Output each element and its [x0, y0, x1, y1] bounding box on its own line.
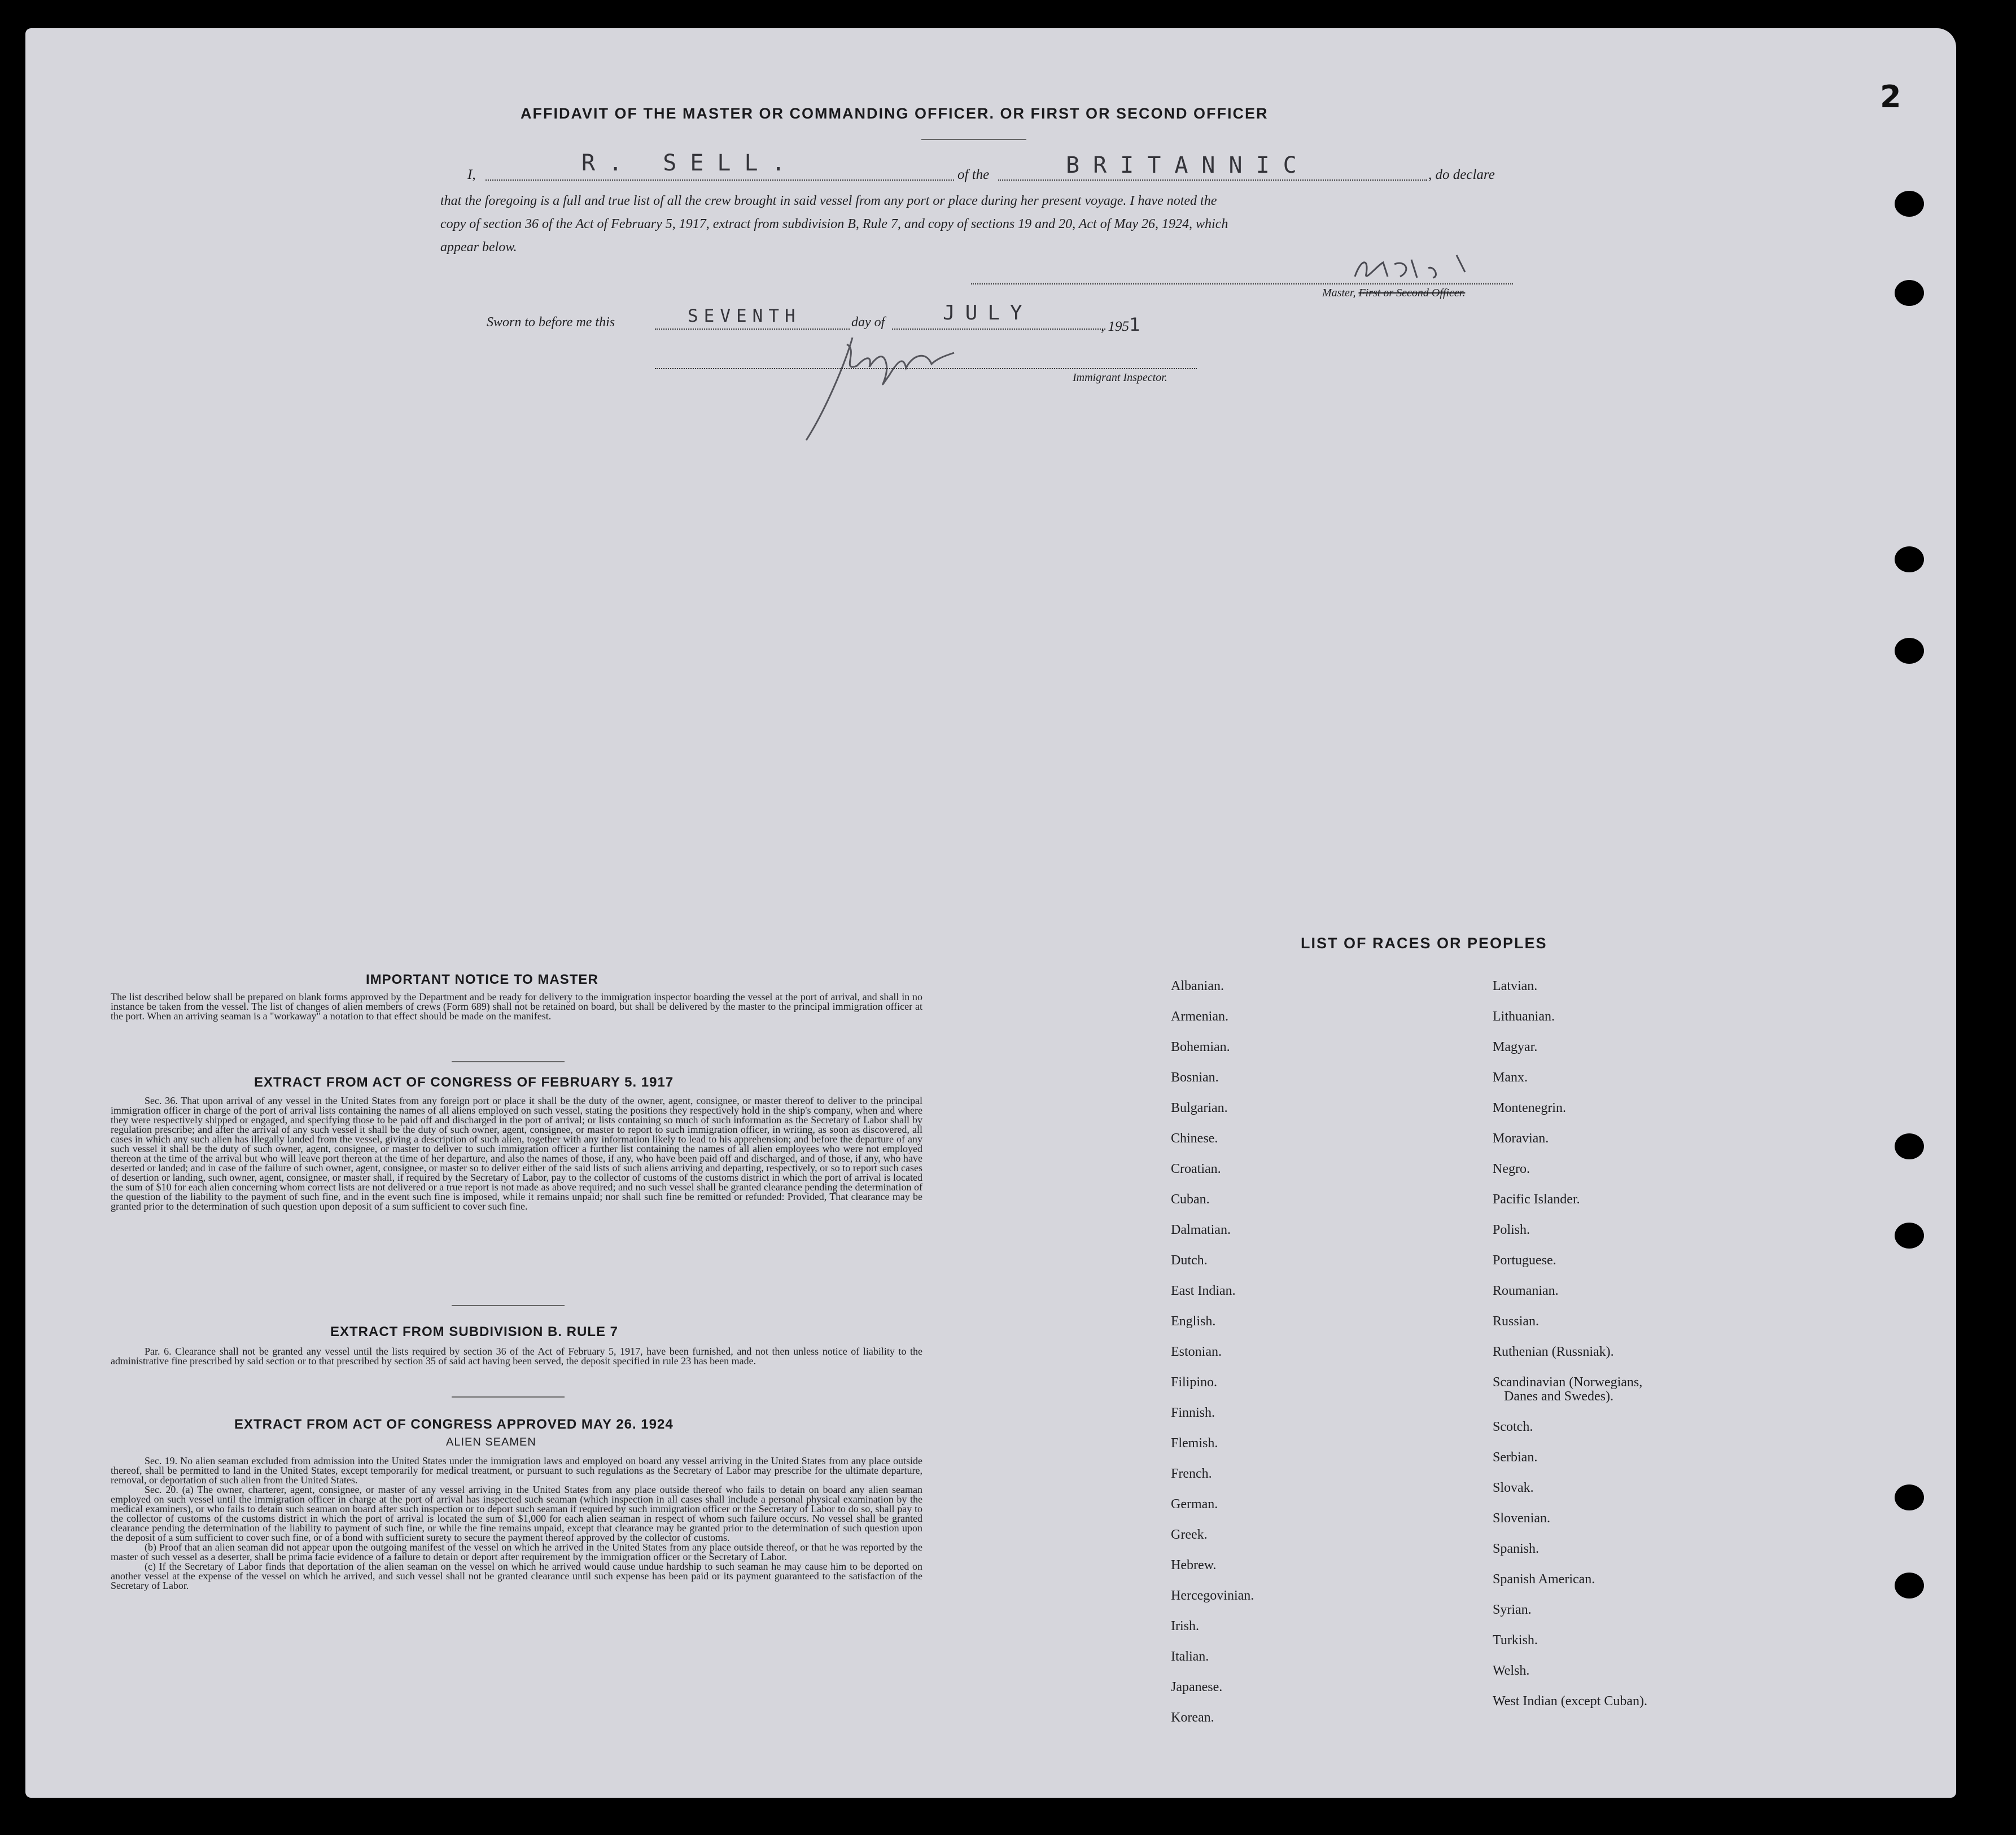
- race-item: Magyar.: [1493, 1040, 1538, 1054]
- title-rule: [921, 139, 1026, 140]
- extract-1924-paragraph: Sec. 20. (a) The owner, charterer, agent, consignee, or master of any vessel arriving in the United States from any place outside thereof who fails to detain on board any alien seaman employed on such vessel until the immigration officer in charge at the port of arrival has inspected such seaman (which inspection in all cases shall include a personal physical examination by the medical examiners), or who fails to detain such seaman on board after such inspection or to deport such seaman if required by such immigration officer or the Secretary of Labor to do so, shall pay to the collector of customs of the customs district in which the port of arrival is located the sum of $1,000 for each alien seaman in respect of whom such failure occurs. No vessel shall be granted clearance pending the determination of the liability to payment of such fine, or while the fine remains unpaid, except that clearance may be granted prior to the determination of such question upon the deposit of a sum sufficient to cover such fine, or of a bond with sufficient surety to secure the payment thereof approved by the collector of customs.: [111, 1484, 922, 1543]
- race-item: Pacific Islander.: [1493, 1192, 1580, 1207]
- punch-hole: [1895, 1573, 1924, 1598]
- extract-rule7-title: EXTRACT FROM SUBDIVISION B. RULE 7: [330, 1324, 619, 1339]
- race-item: Cuban.: [1171, 1192, 1210, 1207]
- race-item: Spanish American.: [1493, 1572, 1595, 1587]
- master-name-handwritten: R. SELL.: [581, 150, 799, 176]
- struck-officer-label: First or Second Officer.: [1358, 287, 1466, 299]
- race-item: Spanish.: [1493, 1541, 1540, 1556]
- sworn-day-line: [655, 329, 850, 330]
- sworn-month-line: [892, 329, 1105, 330]
- extract-1924-paragraph: Sec. 19. No alien seaman excluded from admission into the United States under the immigration laws and employed on board any vessel arriving in the United States from any place outside thereof, shall be permitted to land in the United States, except temporarily for medical treatment, or pursuant to such regulations as the Secretary of Labor may prescribe for the ultimate departure, removal, or deportation of such alien from the United States.: [111, 1455, 922, 1486]
- page-number-mark: 2: [1880, 79, 1901, 115]
- inspector-signature-line: [655, 368, 1197, 369]
- extract-rule7-text: Par. 6. Clearance shall not be granted any vessel until the lists required by section 36 of the Act of February 5, 1917, have been furnished, and not then unless notice of liability to the administrative fine prescribed by said section or to that prescribed by section 35 of said act having been served, the deposit specified in rule 23 has been made.: [111, 1346, 922, 1367]
- master-title-block: [1322, 287, 1465, 300]
- vessel-line: [998, 179, 1427, 181]
- race-item: West Indian (except Cuban).: [1493, 1694, 1647, 1709]
- sworn-month-handwritten: JULY: [943, 301, 1033, 325]
- race-item: Albanian.: [1171, 979, 1224, 993]
- race-item: Portuguese.: [1493, 1253, 1556, 1268]
- notice-text: The list described below shall be prepared on blank forms approved by the Department and be ready for delivery to the immigration inspector boarding the vessel at the port of arrival, and shall in no instance be taken from the vessel. The list of changes of alien members of crews (Form 689) shall not be retained on board, but shall be delivered by the master to the principal immigration officer at the port. When an arriving seaman is a "workaway" a notation to that effect should be made on the manifest.: [111, 991, 922, 1022]
- race-item: Armenian.: [1171, 1009, 1228, 1024]
- extract-1924-body: [111, 1456, 922, 1591]
- race-item: Filipino.: [1171, 1375, 1218, 1390]
- race-item: Manx.: [1493, 1070, 1528, 1085]
- sworn-label: Sworn to before me this: [487, 315, 615, 330]
- race-item: Welsh.: [1493, 1663, 1530, 1678]
- race-item: Bulgarian.: [1171, 1101, 1228, 1115]
- of-the-label: of the: [957, 167, 990, 182]
- race-item: Syrian.: [1493, 1602, 1532, 1617]
- year-block: [1101, 314, 1140, 335]
- race-item: Irish.: [1171, 1619, 1199, 1633]
- i-label: I,: [467, 167, 476, 182]
- race-item: Lithuanian.: [1493, 1009, 1555, 1024]
- extract-1917-text: Sec. 36. That upon arrival of any vessel in the United States from any foreign port or place it shall be the duty of the owner, agent, consignee, or master thereof to deliver to the principal immigration officer in charge of the port of arrival lists containing the names of all aliens employed on such vessel, stating the positions they respectively hold in the ship's company, when and where they were respectively shipped or engaged, and specifying those to be paid off and discharged in the port of arrival; or lists containing so much of such information as the Secretary of Labor shall by regulation prescribe; and after the arrival of any such vessel it shall be the duty of such owner, agent, consignee, or master to report to such immigration officer, in writing, as soon as discovered, all cases in which any such alien has illegally landed from the vessel, giving a description of such alien, together with any information likely to lead to his apprehension; and before the departure of any such vessel it shall be the duty of such owner, agent, consignee, or master to deliver to such immigration officer a further list containing the names of all alien employees who were not employed thereon at the time of the arrival but who will leave port thereon at the time of her departure, and also the names of those, if any, who have been paid off and discharged, and of those, if any, who have deserted or landed; and in case of the failure of such owner, agent, consignee, or master so to deliver either of the said lists of such aliens arriving and departing, respectively, or so to report such cases of desertion or landing, such owner, agent, consignee, or master shall, if required by the Secretary of Labor, pay to the collector of customs of the customs district in which the port of arrival is located the sum of $10 for each alien concerning whom correct lists are not delivered or a true report is not made as above required; and no such vessel shall be granted clearance pending the determination of the question of the liability to the payment of such fine, and in the event such fine is imposed, while it remains unpaid; nor shall such fine be remitted or refunded: Provided, That clearance may be granted prior to the determination of such question upon deposit of a sum sufficient to cover such fine.: [111, 1095, 922, 1212]
- affidavit-body-line: copy of section 36 of the Act of February 5, 1917, extract from subdivision B, Rule 7, and copy of sections 19 and 20, Act of May 26, 1924, which: [440, 217, 1228, 231]
- section-rule: [452, 1396, 565, 1398]
- race-item: Scandinavian (Norwegians,: [1493, 1375, 1643, 1390]
- punch-hole: [1895, 280, 1924, 306]
- notice-title: IMPORTANT NOTICE TO MASTER: [366, 972, 598, 987]
- vessel-name-handwritten: BRITANNIC: [1066, 152, 1310, 178]
- race-item: Korean.: [1171, 1710, 1214, 1725]
- race-item: Slovenian.: [1493, 1511, 1550, 1526]
- race-item: Scotch.: [1493, 1420, 1533, 1434]
- race-item: Italian.: [1171, 1649, 1209, 1664]
- race-item: Estonian.: [1171, 1345, 1222, 1359]
- race-item: Moravian.: [1493, 1131, 1549, 1146]
- race-item: Montenegrin.: [1493, 1101, 1566, 1115]
- punch-hole: [1895, 191, 1924, 217]
- race-item: English.: [1171, 1314, 1216, 1329]
- race-item: East Indian.: [1171, 1284, 1236, 1298]
- extract-1924-paragraph: (b) Proof that an alien seaman did not appear upon the outgoing manifest of the vessel on which he arrived in the United States from any place outside thereof, or that he was reported by the master of such vessel as a deserter, shall be prima facie evidence of a failure to detain or deport after requirement by the immigration officer or the Secretary of Labor.: [111, 1541, 922, 1562]
- race-item: French.: [1171, 1466, 1212, 1481]
- master-signature: [1344, 248, 1490, 288]
- race-item: Latvian.: [1493, 979, 1538, 993]
- race-item: Chinese.: [1171, 1131, 1218, 1146]
- race-item: Bosnian.: [1171, 1070, 1219, 1085]
- extract-1924-title: EXTRACT FROM ACT OF CONGRESS APPROVED MAY 26. 1924: [234, 1417, 674, 1432]
- punch-hole: [1895, 1484, 1924, 1510]
- affidavit-body-line: that the foregoing is a full and true list of all the crew brought in said vessel from any port or place during her present voyage. I have noted the: [440, 194, 1217, 208]
- affidavit-body-line: appear below.: [440, 240, 517, 255]
- sworn-day-handwritten: SEVENTH: [688, 306, 801, 326]
- section-rule: [452, 1061, 565, 1062]
- race-item: Polish.: [1493, 1223, 1530, 1237]
- race-item: Slovak.: [1493, 1481, 1534, 1495]
- extract-1924-paragraph: (c) If the Secretary of Labor finds that deportation of the alien seaman on the vessel on which he arrived would cause undue hardship to such seaman he may cause him to be deported on another vessel at the expense of the vessel on which he arrived, and such vessel shall not be granted clearance until such expense has been paid or its payment guaranteed to the satisfaction of the Secretary of Labor.: [111, 1561, 922, 1591]
- race-item: Hercegovinian.: [1171, 1588, 1254, 1603]
- race-item: Flemish.: [1171, 1436, 1218, 1451]
- race-item: Greek.: [1171, 1527, 1208, 1542]
- declare-label: , do declare: [1428, 167, 1495, 182]
- races-title: LIST OF RACES OR PEOPLES: [1301, 935, 1547, 952]
- race-item: Japanese.: [1171, 1680, 1223, 1694]
- punch-hole: [1895, 638, 1924, 664]
- race-item: Finnish.: [1171, 1405, 1215, 1420]
- race-item: Croatian.: [1171, 1162, 1221, 1176]
- inspector-signature: [790, 333, 1005, 446]
- race-item: Serbian.: [1493, 1450, 1538, 1465]
- inspector-label: Immigrant Inspector.: [1073, 371, 1167, 384]
- race-item: Ruthenian (Russniak).: [1493, 1345, 1614, 1359]
- race-item: Russian.: [1493, 1314, 1540, 1329]
- punch-hole: [1895, 1133, 1924, 1159]
- race-item: Danes and Swedes).: [1504, 1389, 1613, 1404]
- extract-1924-subtitle: ALIEN SEAMEN: [446, 1436, 536, 1448]
- name-line: [486, 179, 954, 181]
- race-item: Turkish.: [1493, 1633, 1538, 1648]
- punch-hole: [1895, 546, 1924, 572]
- race-item: Dutch.: [1171, 1253, 1208, 1268]
- extract-1917-title: EXTRACT FROM ACT OF CONGRESS OF FEBRUARY 5. 1917: [254, 1075, 674, 1090]
- year-digit-handwritten: 1: [1129, 314, 1140, 335]
- day-of-label: day of: [851, 315, 885, 330]
- affidavit-title: AFFIDAVIT OF THE MASTER OR COMMANDING OFFICER. OR FIRST OR SECOND OFFICER: [521, 105, 1269, 122]
- master-label: Master,: [1322, 287, 1356, 299]
- year-prefix: , 195: [1101, 319, 1129, 334]
- race-item: Bohemian.: [1171, 1040, 1230, 1054]
- race-item: Hebrew.: [1171, 1558, 1217, 1573]
- section-rule: [452, 1305, 565, 1306]
- punch-hole: [1895, 1223, 1924, 1249]
- race-item: Negro.: [1493, 1162, 1530, 1176]
- race-item: Roumanian.: [1493, 1284, 1559, 1298]
- race-item: Dalmatian.: [1171, 1223, 1231, 1237]
- race-item: German.: [1171, 1497, 1218, 1512]
